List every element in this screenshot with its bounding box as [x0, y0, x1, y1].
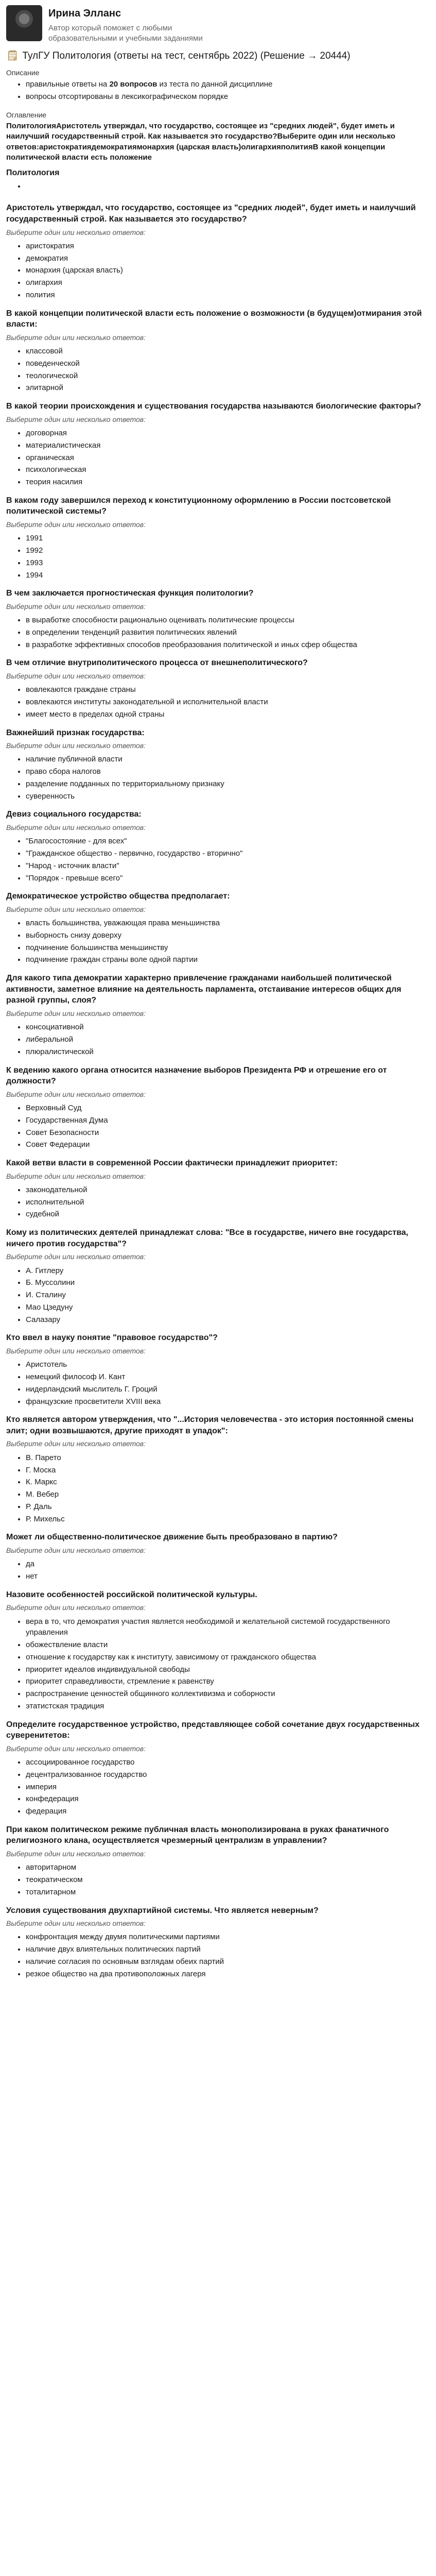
- question-text: Назовите особенностей российской политической культуры.: [6, 1590, 257, 1599]
- question-block: [6, 1332, 430, 1407]
- question-text: Какой ветви власти в современной России фактически принадлежит приоритет:: [6, 1159, 338, 1168]
- answer-option: • судебной: [26, 1209, 430, 1220]
- answer-option: • В. Парето: [26, 1452, 430, 1464]
- answer-option: • теократическом: [26, 1874, 430, 1886]
- answer-option: • французские просветители XVIII века: [26, 1396, 430, 1408]
- answer-list: [6, 1616, 430, 1712]
- answer-option: • наличие согласия по основным взглядам обеих партий: [26, 1956, 430, 1968]
- question-block: [6, 1532, 430, 1582]
- question-text: Аристотель утверждал, что государство, состоящее из "средних людей", будет иметь и наилучший государственный строй. Как называется это государство?: [6, 204, 416, 224]
- answer-option: • авторитарном: [26, 1862, 430, 1873]
- question-text: Демократическое устройство общества предполагает:: [6, 892, 230, 901]
- question-hint: Выберите один или несколько ответов:: [6, 333, 146, 342]
- question-block: [6, 809, 430, 884]
- description-item: • правильные ответы на 20 вопросов из теста по данной дисциплине: [26, 79, 430, 90]
- answer-option: • "Гражданское общество - первично, государство - вторично": [26, 848, 430, 859]
- answer-option: • обожествление власти: [26, 1639, 430, 1651]
- answer-list: [6, 836, 430, 884]
- answer-option: • в разработке эффективных способов преобразования политической и иных сфер общества: [26, 639, 430, 651]
- question-hint: Выберите один или несколько ответов:: [6, 1603, 146, 1612]
- list-item: [26, 181, 430, 192]
- answer-list: [6, 918, 430, 965]
- answer-option: • выборность снизу доверху: [26, 930, 430, 941]
- answer-list: [6, 615, 430, 650]
- question-hint: Выберите один или несколько ответов:: [6, 1744, 146, 1753]
- answer-option: • 1993: [26, 557, 430, 569]
- answer-option: • этатистская традиция: [26, 1701, 430, 1712]
- answer-option: • право сбора налогов: [26, 766, 430, 777]
- answer-option: • консоциативной: [26, 1022, 430, 1033]
- answer-list: [6, 428, 430, 488]
- answer-option: • монархия (царская власть): [26, 265, 430, 276]
- author-info: [48, 5, 234, 44]
- answer-option: • олигархия: [26, 277, 430, 289]
- answer-option: • 1994: [26, 570, 430, 581]
- answer-option: • вовлекаются граждане страны: [26, 684, 430, 696]
- answer-option: • либеральной: [26, 1034, 430, 1045]
- answer-option: • вовлекаются институты законодательной и исполнительной власти: [26, 697, 430, 708]
- answer-option: • ассоциированное государство: [26, 1757, 430, 1768]
- question-text: В чем заключается прогностическая функция политологии?: [6, 589, 254, 598]
- toc-text: ПолитологияАристотель утверждал, что государство, состоящее из "средних людей", будет иметь и наилучший государственный строй. Как называется это государство?Выберите один или несколько ответов:аристократиядемократиямонархия (царская власть)олигархияполитияВ какой концепции политической власти есть положение: [6, 122, 395, 162]
- answer-option: • немецкий философ И. Кант: [26, 1371, 430, 1383]
- question-text: Кто ввел в науку понятие "правовое государство"?: [6, 1333, 218, 1343]
- page-title: [6, 49, 430, 63]
- question-block: [6, 657, 430, 720]
- answer-list: [6, 1265, 430, 1326]
- author-card: [6, 5, 430, 44]
- answer-option: • резкое общество на два противоположных лагеря: [26, 1969, 430, 1980]
- answer-option: • Совет Безопасности: [26, 1127, 430, 1139]
- toc-label: Оглавление: [6, 110, 47, 119]
- answer-option: • вера в то, что демократия участия является необходимой и желательной системой государственного управления: [26, 1616, 430, 1639]
- question-hint: Выберите один или несколько ответов:: [6, 905, 146, 913]
- answer-option: • Верховный Суд: [26, 1103, 430, 1114]
- question-text: В каком году завершился переход к конституционному оформлению в России постсоветской политической системы?: [6, 496, 391, 516]
- answer-option: • теория насилия: [26, 477, 430, 488]
- question-block: [6, 588, 430, 650]
- question-hint: Выберите один или несколько ответов:: [6, 1172, 146, 1180]
- question-text: Условия существования двухпартийной системы. Что является неверным?: [6, 1906, 319, 1915]
- answer-option: • материалистическая: [26, 440, 430, 451]
- question-block: [6, 401, 430, 488]
- question-text: Кому из политических деятелей принадлежат слова: "Все в государстве, ничего вне государства, ничего против государства"?: [6, 1228, 409, 1248]
- answer-option: • органическая: [26, 452, 430, 464]
- question-text: К ведению какого органа относится назначение выборов Президента РФ и отрешение его от должности?: [6, 1065, 387, 1086]
- answer-option: • договорная: [26, 428, 430, 439]
- question-block: [6, 973, 430, 1057]
- answer-option: • К. Маркс: [26, 1477, 430, 1488]
- answer-option: • подчинение большинства меньшинству: [26, 942, 430, 954]
- section-list: [6, 181, 430, 192]
- question-hint: Выберите один или несколько ответов:: [6, 1849, 146, 1858]
- answer-option: • разделение подданных по территориальному признаку: [26, 778, 430, 790]
- answer-option: • Г. Моска: [26, 1465, 430, 1476]
- question-text: В чем отличие внутриполитического процесса от внешнеполитического?: [6, 658, 308, 668]
- document-icon: 🗒: [6, 50, 19, 61]
- answer-list: [6, 1103, 430, 1150]
- question-text: Для какого типа демократии характерно привлечение гражданами наибольшей политической активности, заметное влияние на деятельность парламента, отстаивание интересов общих для разной группы, слоя?: [6, 974, 402, 1005]
- questions-list: [6, 202, 430, 1979]
- description-label: Описание: [6, 69, 40, 77]
- question-block: [6, 308, 430, 394]
- answer-list: [6, 1184, 430, 1220]
- question-text: При каком политическом режиме публичная власть монополизирована в руках фанатичного религиозного клана, осуществляется чрезмерный централизм в управлении?: [6, 1825, 389, 1845]
- question-hint: Выберите один или несколько ответов:: [6, 228, 146, 236]
- question-text: Может ли общественно-политическое движение быть преобразовано в партию?: [6, 1533, 338, 1542]
- question-text: Важнейший признак государства:: [6, 728, 145, 737]
- answer-list: [6, 533, 430, 581]
- avatar[interactable]: [6, 5, 42, 41]
- answer-option: • нет: [26, 1571, 430, 1582]
- answer-option: • подчинение граждан страны воле одной партии: [26, 954, 430, 965]
- question-block: [6, 891, 430, 965]
- answer-option: • отношение к государству как к институту, зависимому от гражданского общества: [26, 1652, 430, 1663]
- answer-option: • конфронтация между двумя политическими партиями: [26, 1931, 430, 1943]
- question-block: [6, 1227, 430, 1325]
- question-hint: Выберите один или несколько ответов:: [6, 1347, 146, 1355]
- answer-option: • Б. Муссолини: [26, 1277, 430, 1289]
- author-description: Автор который поможет с любыми образовательными и учебными заданиями: [48, 24, 203, 43]
- question-count: 20 вопросов: [109, 80, 158, 89]
- answer-option: • плюралистической: [26, 1046, 430, 1058]
- question-hint: Выберите один или несколько ответов:: [6, 741, 146, 750]
- question-hint: Выберите один или несколько ответов:: [6, 1919, 146, 1928]
- question-block: [6, 202, 430, 300]
- answer-option: • 1991: [26, 533, 430, 544]
- answer-list: [6, 684, 430, 720]
- answer-option: • конфедерация: [26, 1793, 430, 1805]
- question-block: [6, 1719, 430, 1817]
- answer-option: • суверенность: [26, 791, 430, 802]
- answer-list: [6, 1022, 430, 1057]
- answer-option: • Мао Цзедуну: [26, 1302, 430, 1313]
- answer-list: [6, 1452, 430, 1525]
- question-block: [6, 1905, 430, 1980]
- question-hint: Выберите один или несколько ответов:: [6, 1252, 146, 1261]
- answer-option: • тоталитарном: [26, 1887, 430, 1898]
- answer-option: • законодательной: [26, 1184, 430, 1196]
- question-text: В какой теории происхождения и существования государства называются биологические факторы?: [6, 402, 422, 411]
- question-hint: Выберите один или несколько ответов:: [6, 1546, 146, 1554]
- question-hint: Выберите один или несколько ответов:: [6, 520, 146, 529]
- answer-option: • полития: [26, 290, 430, 301]
- question-hint: Выберите один или несколько ответов:: [6, 602, 146, 611]
- answer-option: • распространение ценностей общинного коллективизма и соборности: [26, 1688, 430, 1700]
- answer-list: [6, 754, 430, 802]
- answer-option: • да: [26, 1558, 430, 1570]
- question-text: Кто является автором утверждения, что "...История человечества - это история постоянной смены элит; одни возвышаются, другие приходят в упадок":: [6, 1415, 414, 1435]
- answer-option: • в выработке способности рационально оценивать политические процессы: [26, 615, 430, 626]
- question-text: В какой концепции политической власти есть положение о возможности (в будущем)отмирания этой власти:: [6, 309, 422, 329]
- answer-option: • исполнительной: [26, 1197, 430, 1208]
- answer-option: • И. Сталину: [26, 1290, 430, 1301]
- answer-list: [6, 346, 430, 394]
- answer-option: • империя: [26, 1782, 430, 1793]
- answer-option: • федерация: [26, 1806, 430, 1817]
- answer-option: • "Благосостояние - для всех": [26, 836, 430, 847]
- answer-list: [6, 1558, 430, 1582]
- answer-option: • демократия: [26, 253, 430, 264]
- answer-option: • имеет место в пределах одной страны: [26, 709, 430, 720]
- answer-option: • Государственная Дума: [26, 1115, 430, 1126]
- question-block: [6, 1414, 430, 1524]
- question-text: Девиз социального государства:: [6, 810, 142, 819]
- answer-option: • нидерландский мыслитель Г. Гроций: [26, 1384, 430, 1395]
- answer-option: • наличие двух влиятельных политических партий: [26, 1944, 430, 1955]
- answer-list: [6, 241, 430, 301]
- answer-list: [6, 1931, 430, 1979]
- question-block: [6, 495, 430, 581]
- question-block: [6, 727, 430, 802]
- question-hint: Выберите один или несколько ответов:: [6, 1009, 146, 1018]
- answer-option: • психологическая: [26, 464, 430, 476]
- answer-option: • аристократия: [26, 241, 430, 252]
- answer-option: • власть большинства, уважающая права меньшинства: [26, 918, 430, 929]
- answer-option: • приоритет идеалов индивидуальной свободы: [26, 1664, 430, 1675]
- answer-option: • наличие публичной власти: [26, 754, 430, 765]
- page-title-text: ТулГУ Политология (ответы на тест, сентябрь 2022) (Решение → 20444): [22, 50, 351, 61]
- answer-option: • М. Вебер: [26, 1489, 430, 1500]
- answer-option: • в определении тенденций развития политических явлений: [26, 627, 430, 638]
- answer-option: • классовой: [26, 346, 430, 357]
- question-hint: Выберите один или несколько ответов:: [6, 823, 146, 832]
- answer-option: • элитарной: [26, 382, 430, 394]
- question-hint: Выберите один или несколько ответов:: [6, 415, 146, 423]
- answer-list: [6, 1862, 430, 1897]
- answer-list: [6, 1359, 430, 1407]
- question-hint: Выберите один или несколько ответов:: [6, 672, 146, 680]
- author-name[interactable]: Ирина Элланс: [48, 8, 121, 19]
- answer-option: • Совет Федерации: [26, 1139, 430, 1150]
- question-block: [6, 1824, 430, 1898]
- answer-option: • Р. Михельс: [26, 1514, 430, 1525]
- description-item: • вопросы отсортированы в лексикографическом порядке: [26, 91, 430, 103]
- answer-option: • децентрализованное государство: [26, 1769, 430, 1781]
- question-hint: Выберите один или несколько ответов:: [6, 1090, 146, 1098]
- question-block: [6, 1065, 430, 1150]
- answer-option: • "Народ - источник власти": [26, 860, 430, 872]
- question-block: [6, 1158, 430, 1220]
- question-block: [6, 1589, 430, 1712]
- answer-option: • Аристотель: [26, 1359, 430, 1370]
- answer-option: • "Порядок - превыше всего": [26, 873, 430, 884]
- answer-option: • 1992: [26, 545, 430, 556]
- answer-option: • поведенческой: [26, 358, 430, 369]
- answer-option: • приоритет справедливости, стремление к равенству: [26, 1676, 430, 1687]
- description-list: [6, 79, 430, 103]
- answer-list: [6, 1757, 430, 1817]
- section-title: Политология: [6, 168, 60, 178]
- question-text: Определите государственное устройство, представляющее собой сочетание двух государственных суверенитетов:: [6, 1720, 420, 1740]
- answer-option: • Р. Даль: [26, 1501, 430, 1513]
- answer-option: • Салазару: [26, 1314, 430, 1326]
- question-hint: Выберите один или несколько ответов:: [6, 1439, 146, 1448]
- answer-option: • А. Гитлеру: [26, 1265, 430, 1277]
- answer-option: • теологической: [26, 370, 430, 382]
